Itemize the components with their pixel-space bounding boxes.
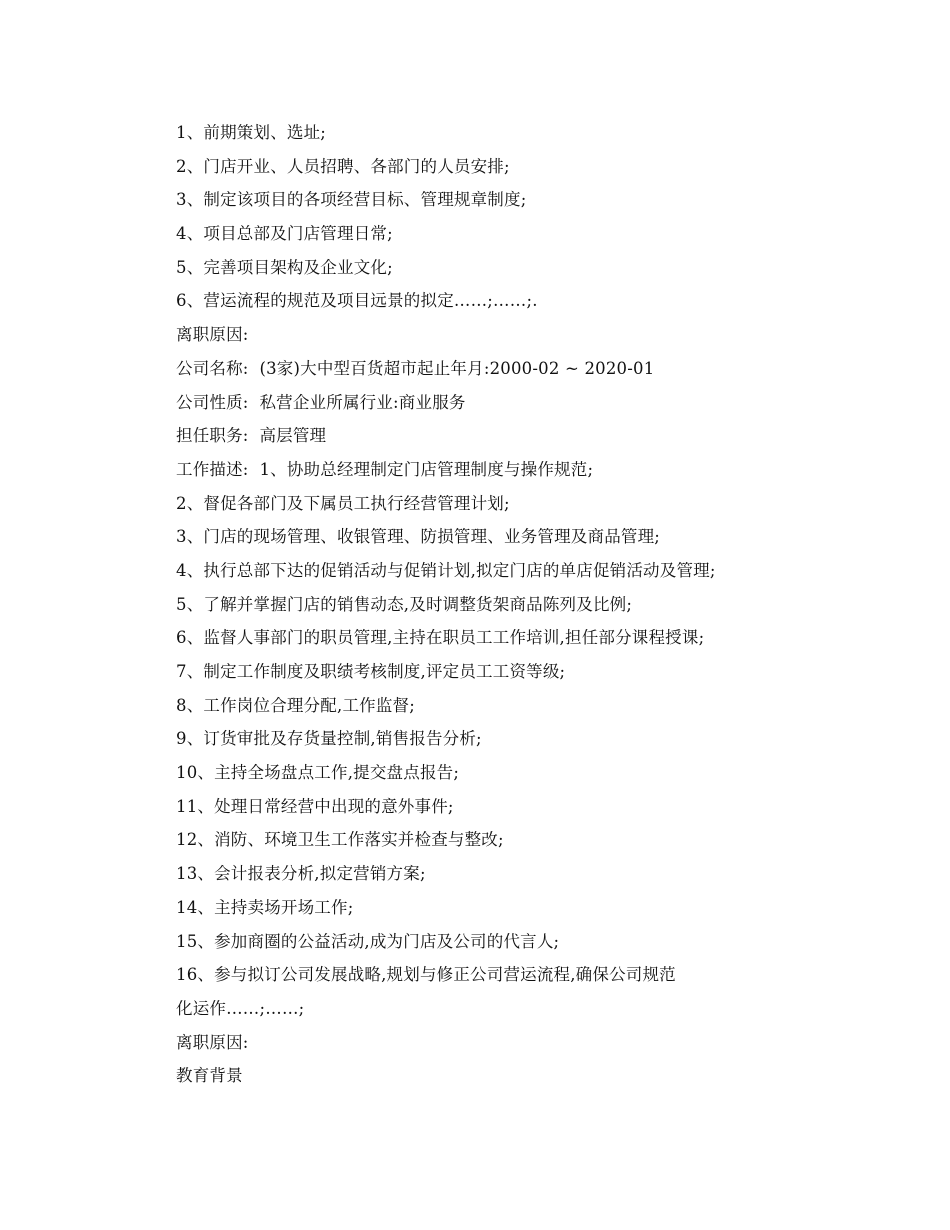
duty-item-9: 9、订货审批及存货量控制,销售报告分析; — [176, 729, 482, 749]
duty-item-3: 3、门店的现场管理、收银管理、防损管理、业务管理及商品管理; — [176, 527, 661, 547]
education-heading: 教育背景 — [176, 1066, 243, 1086]
duty-item-2: 2、督促各部门及下属员工执行经营管理计划; — [176, 493, 510, 513]
leave-reason-label: 离职原因: — [176, 325, 249, 345]
list-item-5: 5、完善项目架构及企业文化; — [176, 257, 393, 277]
duty-item-11: 11、处理日常经营中出现的意外事件; — [176, 796, 454, 816]
duty-item-4: 4、执行总部下达的促销活动与促销计划,拟定门店的单店促销活动及管理; — [176, 560, 716, 580]
duty-item-5: 5、了解并掌握门店的销售动态,及时调整货架商品陈列及比例; — [176, 594, 633, 614]
duty-item-14: 14、主持卖场开场工作; — [176, 897, 354, 917]
duty-item-6: 6、监督人事部门的职员管理,主持在职员工工作培训,担任部分课程授课; — [176, 628, 705, 648]
duty-item-10: 10、主持全场盘点工作,提交盘点报告; — [176, 763, 460, 783]
duty-item-15: 15、参加商圈的公益活动,成为门店及公司的代言人; — [176, 931, 560, 951]
duty-item-8: 8、工作岗位合理分配,工作监督; — [176, 695, 416, 715]
list-item-2: 2、门店开业、人员招聘、各部门的人员安排; — [176, 156, 510, 176]
leave-reason-label-2: 离职原因: — [176, 1032, 249, 1052]
document-body — [176, 116, 816, 1093]
list-item-3: 3、制定该项目的各项经营目标、管理规章制度; — [176, 190, 527, 210]
duty-item-13: 13、会计报表分析,拟定营销方案; — [176, 864, 426, 884]
company-nature-line: 公司性质: 私营企业所属行业:商业服务 — [176, 392, 466, 412]
duty-item-16-continued: 化运作……;……; — [176, 998, 305, 1018]
duty-item-12: 12、消防、环境卫生工作落实并检查与整改; — [176, 830, 504, 850]
list-item-4: 4、项目总部及门店管理日常; — [176, 224, 393, 244]
position-line: 担任职务: 高层管理 — [176, 426, 327, 446]
list-item-1: 1、前期策划、选址; — [176, 123, 327, 142]
duty-item-16: 16、参与拟订公司发展战略,规划与修正公司营运流程,确保公司规范 — [176, 965, 676, 985]
job-description-line: 工作描述: 1、协助总经理制定门店管理制度与操作规范; — [176, 459, 594, 479]
duty-item-7: 7、制定工作制度及职绩考核制度,评定员工工资等级; — [176, 662, 566, 681]
company-name-line: 公司名称: (3家)大中型百货超市起止年月:2000-02 ~ 2020-01 — [176, 358, 655, 378]
list-item-6: 6、营运流程的规范及项目远景的拟定……;……;. — [176, 291, 538, 311]
